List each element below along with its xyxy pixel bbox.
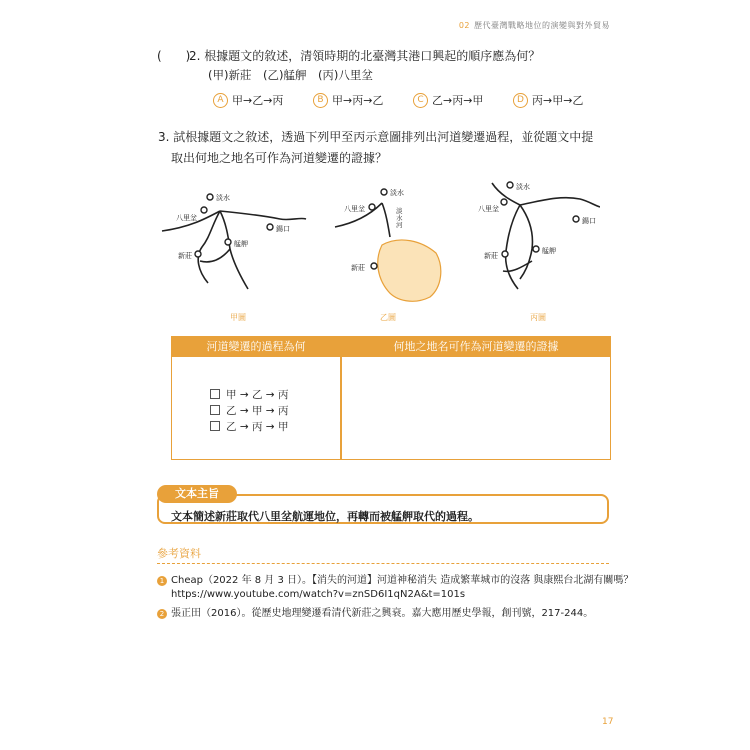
checkbox[interactable] <box>210 389 220 399</box>
label-tamsui: 淡水 <box>516 183 530 191</box>
choice-label: 甲 → 乙 → 丙 <box>226 389 289 401</box>
question-2 <box>157 47 540 64</box>
reference-url[interactable]: https://www.youtube.com/watch?v=znSD6I1qN2A&t=101s <box>171 589 466 600</box>
label-mengjia: 艋舺 <box>542 247 556 255</box>
caption-bing: 丙圖 <box>530 313 546 322</box>
caption-jia: 甲圖 <box>230 313 246 322</box>
choice-label: 乙 → 甲 → 丙 <box>226 405 289 417</box>
answer-table <box>171 336 611 460</box>
table-divider <box>340 337 342 459</box>
option-text: 甲→乙→丙 <box>232 94 284 107</box>
caption-yi: 乙圖 <box>380 313 396 322</box>
label-huakou: 錫口 <box>276 225 290 233</box>
references-divider <box>157 563 609 564</box>
question-3-line2: 取出何地之地名可作為河道變遷的證據？ <box>171 151 388 165</box>
question-3-line1: 3. 試根據題文之敘述，透過下列甲至丙示意圖排列出河道變遷過程，並從題文中提 <box>158 130 594 144</box>
reference-item-1 <box>157 574 633 602</box>
question-2-items: (甲)新莊 (乙)艋舺 (丙)八里坌 <box>208 68 373 82</box>
label-tamsui: 淡水 <box>390 189 404 197</box>
answer-blank[interactable]: ( ) <box>157 49 191 63</box>
reference-number: 1 <box>157 576 167 586</box>
option-text: 丙→甲→乙 <box>532 94 584 107</box>
river-change-diagrams <box>160 175 600 330</box>
map-yi <box>335 188 441 322</box>
table-header-process: 河道變遷的過程為何 <box>172 337 340 357</box>
checkbox[interactable] <box>210 405 220 415</box>
option-letter: A <box>213 93 228 108</box>
option-text: 甲→丙→乙 <box>332 94 384 107</box>
choice-label: 乙 → 丙 → 甲 <box>226 421 289 433</box>
chapter-number: 02 <box>458 21 470 30</box>
label-xinzhuang: 新莊 <box>351 264 365 272</box>
question-3 <box>158 127 598 169</box>
reference-text: Cheap（2022 年 8 月 3 日）。【消失的河道】河道神秘消失 造成繁華城市的沒落 與康熙台北湖有關嗎？ <box>171 575 634 586</box>
map-bing <box>478 182 600 322</box>
process-choice-3[interactable] <box>210 419 288 435</box>
reference-item-2 <box>157 607 593 621</box>
label-balifen: 八里坌 <box>478 205 499 213</box>
process-choices <box>210 387 288 435</box>
label-tamsui: 淡水 <box>216 194 230 202</box>
chapter-title: 歷代臺灣戰略地位的演變與對外貿易 <box>474 21 610 30</box>
option-text: 乙→丙→甲 <box>432 94 484 107</box>
map-jia <box>162 193 306 322</box>
label-xinzhuang: 新莊 <box>178 252 192 260</box>
label-huakou: 錫口 <box>582 217 596 225</box>
table-header-evidence: 何地之地名可作為河道變遷的證據 <box>342 337 610 357</box>
process-choice-1[interactable] <box>210 387 288 403</box>
theme-tab: 文本主旨 <box>157 485 237 503</box>
answer-option-b[interactable] <box>313 92 383 108</box>
question-2-stem: 2. 根據題文的敘述，清領時期的北臺灣其港口興起的順序應為何？ <box>189 49 541 63</box>
taipei-lake <box>378 240 441 301</box>
answer-option-c[interactable] <box>413 92 483 108</box>
label-mengjia: 艋舺 <box>234 240 248 248</box>
option-letter: B <box>313 93 328 108</box>
option-letter: C <box>413 93 428 108</box>
answer-option-d[interactable] <box>513 92 583 108</box>
checkbox[interactable] <box>210 421 220 431</box>
theme-text: 文本簡述新莊取代八里坌航運地位，再轉而被艋舺取代的過程。 <box>171 510 479 523</box>
references-title: 參考資料 <box>157 547 201 560</box>
process-choice-2[interactable] <box>210 403 288 419</box>
answer-option-a[interactable] <box>213 92 283 108</box>
label-river: 淡水河 <box>396 207 403 229</box>
page-number: 17 <box>602 717 614 727</box>
option-letter: D <box>513 93 528 108</box>
reference-text: 張正田（2016）。從歷史地理變遷看清代新莊之興衰。嘉大應用歷史學報，創刊號，217-244。 <box>171 608 594 619</box>
reference-number: 2 <box>157 609 167 619</box>
running-header <box>459 20 610 31</box>
label-balifen: 八里坌 <box>176 214 197 222</box>
label-balifen: 八里坌 <box>344 205 365 213</box>
label-xinzhuang: 新莊 <box>484 252 498 260</box>
